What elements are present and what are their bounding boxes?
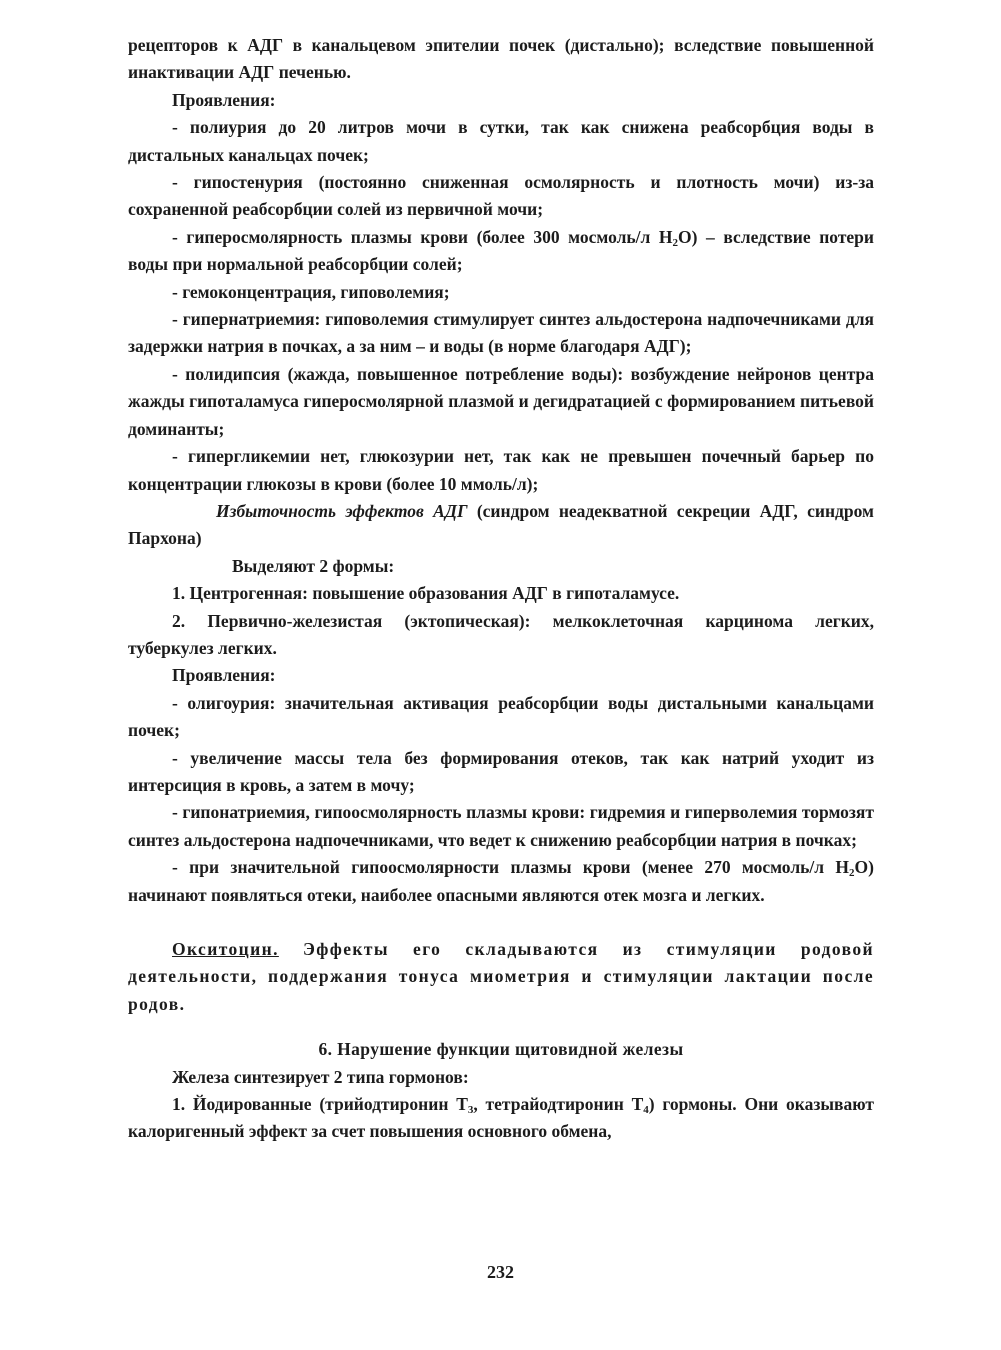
subscript: 3 <box>467 1104 474 1117</box>
paragraph-hormone-types: Железа синтезирует 2 типа гормонов: <box>172 1066 469 1087</box>
text-segment: Эффекты его складываются из стимуляции родовой деятельности, поддержания тонуса миометрия и стимуляции лактации после родов. <box>128 939 874 1014</box>
text-segment: - при значительной гипоосмолярности плазмы крови (менее 270 мосмоль/л H <box>172 857 850 878</box>
paragraph-adh-receptors: рецепторов к АДГ в канальцевом эпителии почек (дистально); вследствие повышенной инактивации АДГ печенью. <box>128 35 874 83</box>
oxytocin-term: Окситоцин. <box>172 939 279 959</box>
paragraph-adh-excess <box>128 498 874 553</box>
spacer <box>128 909 874 936</box>
item-edema <box>128 854 874 909</box>
item-hypernatremia: - гипернатриемия: гиповолемия стимулирует синтез альдостерона надпочечниками для задержки натрия в почках, а за ним – и воды (в норме благодаря АДГ); <box>128 309 874 357</box>
section-heading: 6. Нарушение функции щитовидной железы <box>318 1039 684 1060</box>
paragraph-iodinated-hormones <box>128 1091 874 1146</box>
text-segment: (синдром неадекватной секреции АДГ, синдром Пархона) <box>128 500 874 549</box>
item-weight-gain: - увеличение массы тела без формирования отеков, так как натрий уходит из интерсиция в кровь, а затем в мочу; <box>128 747 874 795</box>
paragraph-oxytocin <box>128 936 874 1018</box>
forms-label: Выделяют 2 формы: <box>232 555 395 576</box>
text-segment: O) начинают появляться отеки, наиболее опасными являются отек мозга и легких. <box>128 857 874 905</box>
item-oliguria: - олигоурия: значительная активация реабсорбции воды дистальными канальцами почек; <box>128 692 874 741</box>
item-hyposthenuria: - гипостенурия (постоянно сниженная осмолярность и плотность мочи) из-за сохраненной реабсорбции солей из первичной мочи; <box>128 172 874 220</box>
form-centrogenic: 1. Центрогенная: повышение образования АДГ в гипоталамусе. <box>172 583 680 604</box>
manifestations-label: Проявления: <box>172 89 276 110</box>
item-no-hyperglycemia: - гипергликемии нет, глюкозурии нет, так как не превышен почечный барьер по концентрации глюкозы в крови (более 10 ммоль/л); <box>128 446 874 494</box>
text-segment: - гиперосмолярность плазмы крови (более 300 мосмоль/л H <box>172 226 673 247</box>
item-polydipsia: - полидипсия (жажда, повышенное потребление воды): возбуждение нейронов центра жажды гипоталамуса гиперосмолярной плазмой и дегидратацией с формированием питьевой доминанты; <box>128 363 874 439</box>
item-polyuria: - полиурия до 20 литров мочи в сутки, так как снижена реабсорбция воды в дистальных канальцах почек; <box>128 117 874 165</box>
spacer <box>128 1018 874 1036</box>
item-hyperosmolarity <box>128 224 874 279</box>
emphasis-adh-excess: Избыточность эффектов АДГ <box>216 500 468 521</box>
page-body <box>128 32 874 1146</box>
text-segment: 1. Йодированные (трийодтиронин Т <box>172 1094 468 1115</box>
page-number: 232 <box>487 1262 514 1282</box>
item-hyponatremia: - гипонатриемия, гипоосмолярность плазмы крови: гидремия и гиперволемия тормозят синтез альдостерона надпочечниками, что ведет к снижению реабсорбции натрия в почках; <box>128 802 874 850</box>
subscript: 4 <box>643 1104 649 1117</box>
text-segment: O) – вследствие потери воды при нормальной реабсорбции солей; <box>128 226 874 275</box>
text-segment: , тетрайодтиронин Т <box>473 1094 644 1115</box>
form-ectopic: 2. Первично-железистая (эктопическая): мелкоклеточная карцинома легких, туберкулез легких. <box>128 610 874 658</box>
text-segment: ) гормоны. Они оказывают калоригенный эффект за счет повышения основного обмена, <box>128 1094 874 1142</box>
subscript: 2 <box>849 867 855 880</box>
item-hemoconcentration: - гемоконцентрация, гиповолемия; <box>172 281 450 302</box>
manifestations-label-2: Проявления: <box>172 665 276 686</box>
subscript: 2 <box>672 236 679 249</box>
